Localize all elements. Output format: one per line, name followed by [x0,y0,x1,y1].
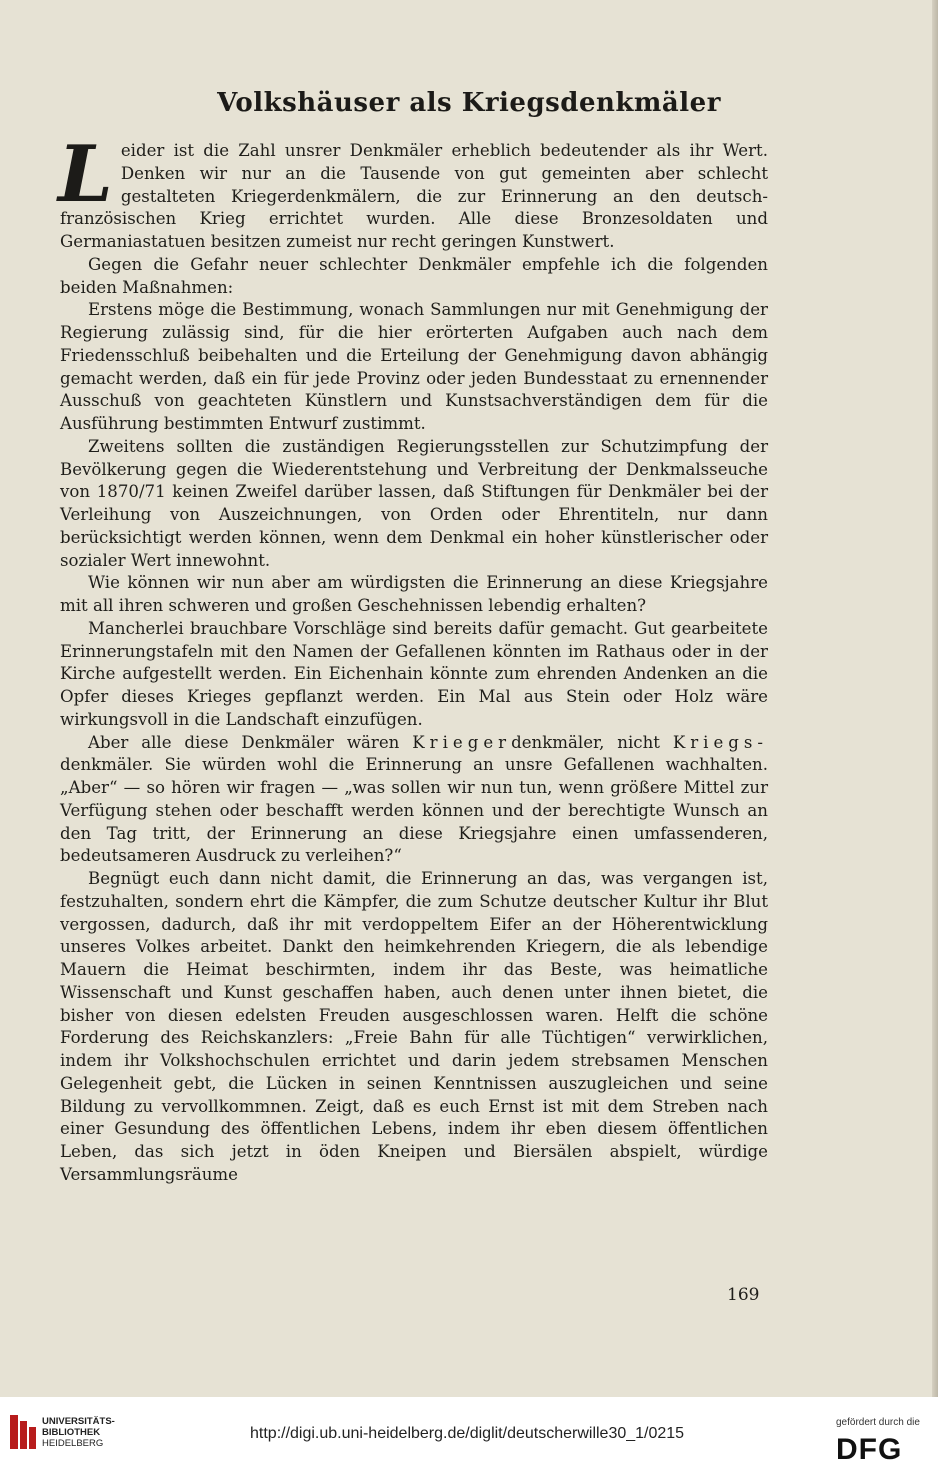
page-title: Volkshäuser als Kriegsdenkmäler [217,88,721,118]
page-number: 169 [727,1285,760,1305]
viewer-footer [0,1397,938,1474]
paragraph-2: Gegen die Gefahr neuer schlechter Denkmäler empfehle ich die folgenden beiden Maßnahmen: [60,254,768,297]
dfg-logo[interactable]: DFG [836,1433,903,1466]
library-line-1: UNIVERSITÄTS- [42,1415,115,1427]
paragraph-7-part-c: denkmäler. Sie würden wohl die Erinnerung an unsre Gefallenen wachhalten. „Aber“ — so hören wir fragen — „was sollen wir nun tun, wenn größere Mittel zur Verfügung stehen oder beschafft werden können und der berechtigte Wunsch an den Tag tritt, der Erinnerung an diese Kriegsjahre einen umfassenderen, bedeutsameren Ausdruck zu verleihen?“ [60,755,768,866]
library-line-2: BIBLIOTHEK [42,1426,101,1438]
paragraph-7-part-b: denkmäler, nicht [511,732,673,752]
paragraph-3: Erstens möge die Bestimmung, wonach Sammlungen nur mit Genehmigung der Regierung zulässig sind, für die hier erörterten Aufgaben auch nach dem Friedensschluß beibehalten und die Erteilung der Genehmigung davon abhängig gemacht werden, daß ein für jede Provinz oder jeden Bundesstaat zu ernennender Ausschuß von geachteten Künstlern und Kunstsachverständigen dem für die Ausführung bestimmten Entwurf zustimmt. [60,300,768,433]
library-logo[interactable] [10,1415,115,1449]
source-url-link[interactable]: http://digi.ub.uni-heidelberg.de/diglit/deutscherwille30_1/0215 [250,1425,685,1442]
body-text [58,129,769,1187]
paragraph-7-part-a: Aber alle diese Denkmäler wären [88,732,413,752]
funding-label: gefördert durch die [836,1417,920,1428]
paragraph-4: Zweitens sollten die zuständigen Regierungsstellen zur Schutzimpfung der Bevölkerung gegen die Wiederentstehung und Verbreitung der Denkmalsseuche von 1870/71 keinen Zweifel darüber lassen, daß Stiftungen für Denkmäler bei der Verleihung von Auszeichnungen, von Orden oder Ehrentiteln, nur dann berücksichtigt werden können, wenn dem Denkmal ein hoher künstlerischer oder sozialer Wert innewohnt. [60,436,768,570]
library-name [42,1416,115,1449]
paragraph-6: Mancherlei brauchbare Vorschläge sind bereits dafür gemacht. Gut gearbeitete Erinnerungstafeln mit den Namen der Gefallenen könnten im Rathaus oder in der Kirche aufgestellt werden. Ein Eichenhain könnte zum ehrenden Andenken an die Opfer dieses Krieges gepflanzt werden. Ein Mal aus Stein oder Holz wäre wirkungsvoll in die Landschaft einzufügen. [60,618,768,729]
drop-cap: L [58,129,113,220]
spaced-word-kriegs: Kriegs- [672,732,769,752]
paragraph-1 [58,129,768,254]
paragraph-8: Begnügt euch dann nicht damit, die Erinnerung an das, was vergangen ist, festzuhalten, sondern ehrt die Kämpfer, die zum Schutze deutscher Kultur ihr Blut vergossen, dadurch, daß ihr mit verdoppeltem Eifer an der Höherentwicklung unseres Volkes arbeitet. Dankt den heimkehrenden Kriegern, die als lebendige Mauern die Heimat beschirmten, indem ihr das Beste, was heimatliche Wissenschaft und Kunst geschaffen haben, auch denen unter ihnen bietet, die bisher von diesen edelsten Freuden ausgeschlossen waren. Helft die schöne Forderung des Reichskanzlers: „Freie Bahn für alle Tüchtigen“ verwirklichen, indem ihr Volkshochschulen errichtet und darin jedem strebsamen Menschen Gelegenheit gebt, die Lücken in seinen Kenntnissen auszugleichen und seine Bildung zu vervollkommnen. Zeigt, daß es euch Ernst ist mit dem Streben nach einer Gesundung des öffentlichen Lebens, indem ihr eben diesem öffentlichen Leben, das sich jetzt in öden Kneipen und Biersälen abspielt, würdige Versammlungsräume [60,869,768,1184]
university-library-logo-icon [10,1415,36,1449]
paragraph-5: Wie können wir nun aber am würdigsten die Erinnerung an diese Kriegsjahre mit all ihren schweren und großen Geschehnissen lebendig erhalten? [60,573,768,615]
paragraph-1-text: eider ist die Zahl unsrer Denkmäler erheblich bedeutender als ihr Wert. Denken wir nur an die Tausende von gut gemeinten aber schlecht gestalteten Kriegerdenkmälern, die zur Erinnerung an den deutsch-französischen Krieg errichtet wurden. Alle diese Bronzesoldaten und Germaniastatuen besitzen zumeist nur recht geringen Kunstwert. [60,141,768,251]
spaced-word-krieger: Krieger [412,732,512,752]
library-line-3: HEIDELBERG [42,1437,104,1449]
paragraph-7 [60,732,768,869]
